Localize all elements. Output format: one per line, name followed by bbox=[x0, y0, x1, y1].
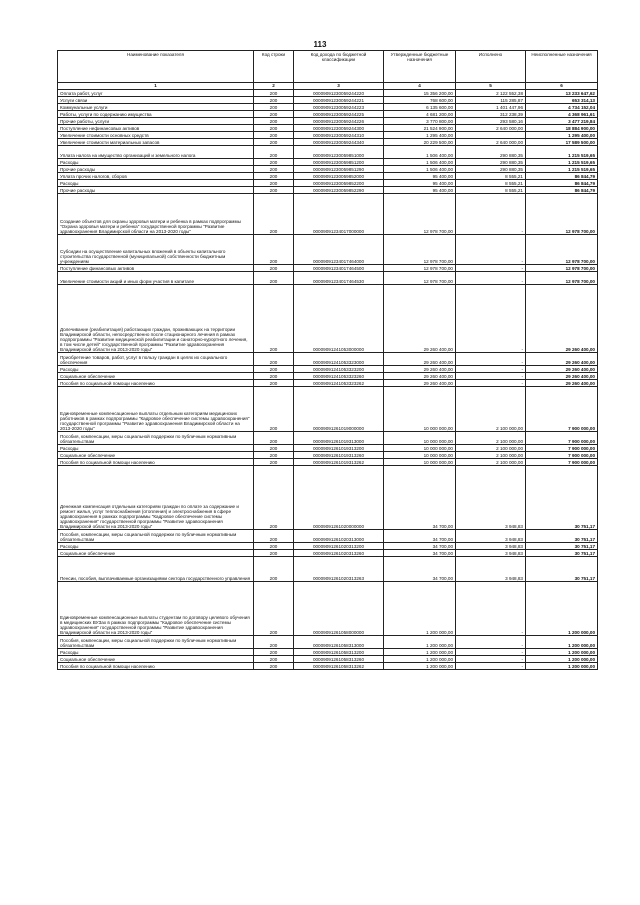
row-executed: 312 238,39 bbox=[456, 111, 526, 118]
row-approved: 15 356 200,00 bbox=[384, 90, 456, 97]
table-row bbox=[58, 432, 598, 445]
row-name: Увеличение стоимости основных средств bbox=[58, 132, 254, 139]
table-row bbox=[58, 265, 598, 272]
row-name: Расходы bbox=[58, 180, 254, 187]
row-name: Расходы bbox=[58, 543, 254, 550]
row-code: 200 bbox=[254, 111, 294, 118]
column-number: 6 bbox=[526, 83, 598, 90]
row-kbk: 00009091230059244226 bbox=[294, 118, 384, 125]
row-approved: 34 700,00 bbox=[384, 530, 456, 543]
row-unexecuted: 1 295 400,00 bbox=[526, 132, 598, 139]
row-code: 200 bbox=[254, 557, 294, 582]
row-approved: 10 000 000,00 bbox=[384, 387, 456, 432]
row-kbk: 00009091230059244225 bbox=[294, 111, 384, 118]
row-approved: 29 260 400,00 bbox=[384, 366, 456, 373]
header-unexecuted: Неисполненные назначения bbox=[526, 51, 598, 83]
row-name: Прочие расходы bbox=[58, 166, 254, 173]
row-unexecuted: 30 751,17 bbox=[526, 530, 598, 543]
column-number: 3 bbox=[294, 83, 384, 90]
row-name: Пенсии, пособия, выплачиваемые организациями сектора государственного управления bbox=[58, 557, 254, 582]
row-name: Приобретение товаров, работ, услуг в пользу граждан в целях их социального обеспечения bbox=[58, 353, 254, 366]
row-name: Прочие расходы bbox=[58, 187, 254, 194]
budget-execution-table bbox=[57, 50, 598, 670]
row-executed: 2 100 000,00 bbox=[456, 445, 526, 452]
row-name: Социальное обеспечение bbox=[58, 452, 254, 459]
row-approved: 1 200 000,00 bbox=[384, 582, 456, 636]
row-unexecuted: 30 751,17 bbox=[526, 557, 598, 582]
row-code: 200 bbox=[254, 380, 294, 387]
row-approved: 12 978 700,00 bbox=[384, 272, 456, 285]
row-unexecuted: 1 215 519,65 bbox=[526, 146, 598, 159]
table-row bbox=[58, 159, 598, 166]
row-unexecuted: 4 734 152,04 bbox=[526, 104, 598, 111]
row-unexecuted: 12 978 700,00 bbox=[526, 272, 598, 285]
row-code: 200 bbox=[254, 90, 294, 97]
row-kbk: 00009091261058313000 bbox=[294, 636, 384, 649]
row-unexecuted: 12 978 700,00 bbox=[526, 194, 598, 235]
row-name: Расходы bbox=[58, 445, 254, 452]
table-row bbox=[58, 459, 598, 466]
row-approved: 1 295 400,00 bbox=[384, 132, 456, 139]
row-code: 200 bbox=[254, 272, 294, 285]
table-row bbox=[58, 194, 598, 235]
table-row bbox=[58, 118, 598, 125]
table-row bbox=[58, 353, 598, 366]
row-approved: 1 200 000,00 bbox=[384, 656, 456, 663]
row-approved: 4 681 200,00 bbox=[384, 111, 456, 118]
row-executed: 290 880,35 bbox=[456, 146, 526, 159]
table-row bbox=[58, 543, 598, 550]
row-code: 200 bbox=[254, 104, 294, 111]
header-kbk: Код дохода по бюджетной классификации bbox=[294, 51, 384, 83]
row-name: Увеличение стоимости материальных запасов bbox=[58, 139, 254, 146]
row-unexecuted: 17 589 500,00 bbox=[526, 139, 598, 146]
row-kbk: 00009091261019313200 bbox=[294, 445, 384, 452]
table-row bbox=[58, 111, 598, 118]
row-unexecuted: 7 900 000,00 bbox=[526, 445, 598, 452]
row-unexecuted: 1 200 000,00 bbox=[526, 636, 598, 649]
table-row bbox=[58, 235, 598, 265]
row-executed: 2 100 000,00 bbox=[456, 459, 526, 466]
table-row bbox=[58, 132, 598, 139]
row-approved: 95 400,00 bbox=[384, 187, 456, 194]
row-unexecuted: 7 900 000,00 bbox=[526, 387, 598, 432]
row-approved: 34 700,00 bbox=[384, 466, 456, 530]
row-code: 200 bbox=[254, 366, 294, 373]
row-kbk: 00009091261020313000 bbox=[294, 530, 384, 543]
table-row bbox=[58, 380, 598, 387]
row-code: 200 bbox=[254, 285, 294, 353]
row-name: Пособия, компенсации, меры социальной поддержки по публичным нормативным обязательствам bbox=[58, 636, 254, 649]
page-number: 113 bbox=[313, 40, 327, 49]
row-executed: - bbox=[456, 285, 526, 353]
row-approved: 29 260 400,00 bbox=[384, 353, 456, 366]
table-row bbox=[58, 466, 598, 530]
row-kbk: 00009091234017464530 bbox=[294, 272, 384, 285]
row-code: 200 bbox=[254, 139, 294, 146]
row-executed: 290 880,35 bbox=[456, 159, 526, 166]
row-executed: - bbox=[456, 649, 526, 656]
row-code: 200 bbox=[254, 649, 294, 656]
row-code: 200 bbox=[254, 582, 294, 636]
row-name: Поступление финансовых активов bbox=[58, 265, 254, 272]
table-row bbox=[58, 557, 598, 582]
row-unexecuted: 3 477 219,84 bbox=[526, 118, 598, 125]
row-executed bbox=[456, 132, 526, 139]
table-row bbox=[58, 373, 598, 380]
row-code: 200 bbox=[254, 132, 294, 139]
table-body bbox=[58, 90, 598, 670]
row-kbk: 00009091230059851000 bbox=[294, 146, 384, 159]
row-code: 200 bbox=[254, 353, 294, 366]
row-name: Услуги связи bbox=[58, 97, 254, 104]
row-kbk: 00009091261019313000 bbox=[294, 432, 384, 445]
row-name: Создание объектов для охраны здоровья матери и ребенка в рамках подпрограммы "Охрана здоровья матери и ребенка" государственной программы "Развитие здравоохранения Владимирской области на 2013-2020 годы" bbox=[58, 194, 254, 235]
table-row bbox=[58, 187, 598, 194]
row-kbk: 00009091230059244223 bbox=[294, 104, 384, 111]
row-name: Пособия, компенсации, меры социальной поддержки по публичным нормативным обязательствам bbox=[58, 530, 254, 543]
row-kbk: 00009091230059852290 bbox=[294, 187, 384, 194]
row-unexecuted: 86 844,79 bbox=[526, 187, 598, 194]
row-approved: 10 000 000,00 bbox=[384, 452, 456, 459]
table-row bbox=[58, 636, 598, 649]
row-executed: - bbox=[456, 194, 526, 235]
row-name: Единовременные компенсационные выплаты студентам по договору целевого обучения в медицинских ВУЗах в рамках подпрограммы "Кадровое обеспечение системы здравоохранения" государственной программы "Развитие здравоохранения Владимирской области на 2013-2020 годы" bbox=[58, 582, 254, 636]
row-unexecuted: 18 884 900,00 bbox=[526, 125, 598, 132]
table-row bbox=[58, 104, 598, 111]
row-unexecuted: 4 368 961,61 bbox=[526, 111, 598, 118]
row-executed: 3 948,83 bbox=[456, 550, 526, 557]
table-row bbox=[58, 530, 598, 543]
row-kbk: 00009091234017464000 bbox=[294, 235, 384, 265]
row-kbk: 00009091261058000000 bbox=[294, 582, 384, 636]
header-executed: Исполнено bbox=[456, 51, 526, 83]
row-name: Расходы bbox=[58, 159, 254, 166]
row-code: 200 bbox=[254, 466, 294, 530]
row-approved: 1 506 400,00 bbox=[384, 166, 456, 173]
row-name: Денежная компенсация отдельным категориям граждан по оплате за содержание и ремонт жилья, услуг теплоснабжения (отопления) и электроснабжения в сфере здравоохранения в рамках подпрограммы "Кадровое обеспечение системы здравоохранения" государственной программы "Развитие здравоохранения Владимирской области на 2013-2020 годы" bbox=[58, 466, 254, 530]
row-code: 200 bbox=[254, 265, 294, 272]
row-kbk: 00009091234017000000 bbox=[294, 194, 384, 235]
row-name: Социальное обеспечение bbox=[58, 373, 254, 380]
row-unexecuted: 12 978 700,00 bbox=[526, 265, 598, 272]
row-unexecuted: 13 233 647,62 bbox=[526, 90, 598, 97]
table-row bbox=[58, 272, 598, 285]
row-executed: 3 948,83 bbox=[456, 543, 526, 550]
row-approved: 95 400,00 bbox=[384, 180, 456, 187]
row-executed: - bbox=[456, 656, 526, 663]
row-name: Увеличение стоимости акций и иных форм участия в капитале bbox=[58, 272, 254, 285]
row-code: 200 bbox=[254, 387, 294, 432]
row-executed: 290 880,35 bbox=[456, 166, 526, 173]
row-executed: - bbox=[456, 636, 526, 649]
row-unexecuted: 653 314,13 bbox=[526, 97, 598, 104]
table-row bbox=[58, 452, 598, 459]
table-row bbox=[58, 180, 598, 187]
row-code: 200 bbox=[254, 663, 294, 670]
row-code: 200 bbox=[254, 373, 294, 380]
row-approved: 3 770 800,00 bbox=[384, 118, 456, 125]
row-name: Уплата налога на имущество организаций и земельного налога bbox=[58, 146, 254, 159]
row-unexecuted: 29 260 400,00 bbox=[526, 366, 598, 373]
row-name: Социальное обеспечение bbox=[58, 550, 254, 557]
row-kbk: 00009091261020000000 bbox=[294, 466, 384, 530]
row-approved: 95 400,00 bbox=[384, 173, 456, 180]
row-approved: 12 978 700,00 bbox=[384, 235, 456, 265]
row-name: Оплата работ, услуг bbox=[58, 90, 254, 97]
header-code: Код строки bbox=[254, 51, 294, 83]
row-kbk: 00009091230059852000 bbox=[294, 173, 384, 180]
table-row bbox=[58, 125, 598, 132]
row-code: 200 bbox=[254, 173, 294, 180]
row-unexecuted: 1 215 519,65 bbox=[526, 159, 598, 166]
row-name: Пособия по социальной помощи населению bbox=[58, 663, 254, 670]
table-row bbox=[58, 90, 598, 97]
row-kbk: 00009091241053323200 bbox=[294, 366, 384, 373]
row-kbk: 00009091241053000000 bbox=[294, 285, 384, 353]
row-kbk: 00009091230059244340 bbox=[294, 139, 384, 146]
row-executed: 2 100 000,00 bbox=[456, 432, 526, 445]
row-kbk: 00009091261058313260 bbox=[294, 656, 384, 663]
row-unexecuted: 7 900 000,00 bbox=[526, 452, 598, 459]
row-approved: 12 978 700,00 bbox=[384, 265, 456, 272]
row-kbk: 00009091234017464500 bbox=[294, 265, 384, 272]
row-code: 200 bbox=[254, 636, 294, 649]
row-approved: 10 000 000,00 bbox=[384, 445, 456, 452]
row-executed: 8 555,21 bbox=[456, 180, 526, 187]
column-number-row bbox=[58, 83, 598, 90]
row-name: Поступление нефинансовых активов bbox=[58, 125, 254, 132]
row-executed: 8 555,21 bbox=[456, 173, 526, 180]
row-executed: 3 948,83 bbox=[456, 530, 526, 543]
row-unexecuted: 7 900 000,00 bbox=[526, 459, 598, 466]
row-executed: 3 948,83 bbox=[456, 557, 526, 582]
row-executed: - bbox=[456, 353, 526, 366]
table-row bbox=[58, 173, 598, 180]
row-approved: 34 700,00 bbox=[384, 557, 456, 582]
row-executed: - bbox=[456, 366, 526, 373]
row-name: Работы, услуги по содержанию имущества bbox=[58, 111, 254, 118]
row-unexecuted: 7 900 000,00 bbox=[526, 432, 598, 445]
row-unexecuted: 1 200 000,00 bbox=[526, 582, 598, 636]
row-code: 200 bbox=[254, 530, 294, 543]
row-kbk: 00009091230059851200 bbox=[294, 159, 384, 166]
row-name: Пособия по социальной помощи населению bbox=[58, 459, 254, 466]
row-name: Коммунальные услуги bbox=[58, 104, 254, 111]
row-kbk: 00009091261020313263 bbox=[294, 557, 384, 582]
row-kbk: 00009091230059244221 bbox=[294, 97, 384, 104]
table-row bbox=[58, 387, 598, 432]
row-approved: 34 700,00 bbox=[384, 550, 456, 557]
row-unexecuted: 1 200 000,00 bbox=[526, 649, 598, 656]
row-kbk: 00009091261020313200 bbox=[294, 543, 384, 550]
row-code: 200 bbox=[254, 194, 294, 235]
row-approved: 1 200 000,00 bbox=[384, 636, 456, 649]
row-code: 200 bbox=[254, 445, 294, 452]
row-approved: 29 260 400,00 bbox=[384, 285, 456, 353]
table-row bbox=[58, 656, 598, 663]
table-row bbox=[58, 139, 598, 146]
row-code: 200 bbox=[254, 656, 294, 663]
row-code: 200 bbox=[254, 125, 294, 132]
row-name: Субсидии на осуществление капитальных вложений в объекты капитального строительства государственной (муниципальной) собственности бюджетным учреждениям bbox=[58, 235, 254, 265]
table-row bbox=[58, 582, 598, 636]
row-approved: 10 000 000,00 bbox=[384, 432, 456, 445]
row-unexecuted: 86 844,79 bbox=[526, 173, 598, 180]
row-kbk: 00009091230059851290 bbox=[294, 166, 384, 173]
row-code: 200 bbox=[254, 550, 294, 557]
row-kbk: 00009091241053323260 bbox=[294, 373, 384, 380]
row-approved: 10 000 000,00 bbox=[384, 459, 456, 466]
header-row bbox=[58, 51, 598, 83]
row-executed: 2 122 552,38 bbox=[456, 90, 526, 97]
row-kbk: 00009091230059244300 bbox=[294, 125, 384, 132]
row-kbk: 00009091230059244310 bbox=[294, 132, 384, 139]
row-approved: 1 506 400,00 bbox=[384, 159, 456, 166]
row-unexecuted: 1 215 519,65 bbox=[526, 166, 598, 173]
row-code: 200 bbox=[254, 97, 294, 104]
column-number: 1 bbox=[58, 83, 254, 90]
column-number: 5 bbox=[456, 83, 526, 90]
row-kbk: 00009091241053323000 bbox=[294, 353, 384, 366]
row-unexecuted: 29 260 400,00 bbox=[526, 285, 598, 353]
row-kbk: 00009091261019000000 bbox=[294, 387, 384, 432]
row-name: Прочие работы, услуги bbox=[58, 118, 254, 125]
row-kbk: 00009091261019313262 bbox=[294, 459, 384, 466]
row-kbk: 00009091261058313262 bbox=[294, 663, 384, 670]
table-row bbox=[58, 366, 598, 373]
row-code: 200 bbox=[254, 159, 294, 166]
row-approved: 20 229 500,00 bbox=[384, 139, 456, 146]
table-row bbox=[58, 166, 598, 173]
row-kbk: 00009091261058313200 bbox=[294, 649, 384, 656]
table-row bbox=[58, 649, 598, 656]
row-unexecuted: 30 751,17 bbox=[526, 550, 598, 557]
row-executed: - bbox=[456, 582, 526, 636]
row-executed: - bbox=[456, 265, 526, 272]
row-executed: 2 640 000,00 bbox=[456, 139, 526, 146]
row-executed: - bbox=[456, 235, 526, 265]
row-code: 200 bbox=[254, 452, 294, 459]
row-approved: 1 200 000,00 bbox=[384, 649, 456, 656]
row-executed: 1 401 447,96 bbox=[456, 104, 526, 111]
header-approved: Утвержденные бюджетные назначения bbox=[384, 51, 456, 83]
row-executed: 2 640 000,00 bbox=[456, 125, 526, 132]
row-executed: 8 555,21 bbox=[456, 187, 526, 194]
table-row bbox=[58, 97, 598, 104]
row-approved: 29 260 400,00 bbox=[384, 373, 456, 380]
row-unexecuted: 29 260 400,00 bbox=[526, 353, 598, 366]
row-name: Уплата прочих налогов, сборов bbox=[58, 173, 254, 180]
row-unexecuted: 30 751,17 bbox=[526, 466, 598, 530]
row-approved: 29 260 400,00 bbox=[384, 380, 456, 387]
row-code: 200 bbox=[254, 543, 294, 550]
row-executed: 3 948,83 bbox=[456, 466, 526, 530]
row-kbk: 00009091230059244220 bbox=[294, 90, 384, 97]
row-unexecuted: 1 200 000,00 bbox=[526, 656, 598, 663]
row-kbk: 00009091230059852200 bbox=[294, 180, 384, 187]
row-code: 200 bbox=[254, 180, 294, 187]
row-executed: 293 580,16 bbox=[456, 118, 526, 125]
row-approved: 34 700,00 bbox=[384, 543, 456, 550]
table-row bbox=[58, 663, 598, 670]
row-kbk: 00009091261019313260 bbox=[294, 452, 384, 459]
row-code: 200 bbox=[254, 166, 294, 173]
row-unexecuted: 86 844,79 bbox=[526, 180, 598, 187]
row-kbk: 00009091241053323262 bbox=[294, 380, 384, 387]
column-number: 2 bbox=[254, 83, 294, 90]
row-approved: 1 506 400,00 bbox=[384, 146, 456, 159]
row-name: Социальное обеспечение bbox=[58, 656, 254, 663]
row-executed: - bbox=[456, 272, 526, 285]
row-code: 200 bbox=[254, 459, 294, 466]
table-row bbox=[58, 445, 598, 452]
row-name: Пособия, компенсации, меры социальной поддержки по публичным нормативным обязательствам bbox=[58, 432, 254, 445]
row-executed: - bbox=[456, 663, 526, 670]
row-code: 200 bbox=[254, 187, 294, 194]
row-code: 200 bbox=[254, 146, 294, 159]
row-code: 200 bbox=[254, 235, 294, 265]
row-approved: 21 524 900,00 bbox=[384, 125, 456, 132]
row-name: Долечивание (реабилитация) работающих граждан, проживающих на территории Владимирской области, непосредственно после стационарного лечения в рамках подпрограммы "Развитие медицинской реабилитации и санаторно-курортного лечения, в том числе детей" государственной программы "Развитие здравоохранения Владимирской области на 2013-2020 годы" bbox=[58, 285, 254, 353]
row-approved: 6 135 600,00 bbox=[384, 104, 456, 111]
table-row bbox=[58, 146, 598, 159]
row-name: Расходы bbox=[58, 649, 254, 656]
row-unexecuted: 30 751,17 bbox=[526, 543, 598, 550]
row-executed: 2 100 000,00 bbox=[456, 387, 526, 432]
row-approved: 768 600,00 bbox=[384, 97, 456, 104]
row-approved: 12 978 700,00 bbox=[384, 194, 456, 235]
row-unexecuted: 12 978 700,00 bbox=[526, 235, 598, 265]
row-name: Единовременные компенсационные выплаты отдельным категориям медицинских работников в рамках подпрограммы "Кадровое обеспечение системы здравоохранения" государственной программы "Развитие здравоохранения Владимирской области на 2013-2020 годы" bbox=[58, 387, 254, 432]
row-kbk: 00009091261020313260 bbox=[294, 550, 384, 557]
table-row bbox=[58, 550, 598, 557]
row-name: Пособия по социальной помощи населению bbox=[58, 380, 254, 387]
row-approved: 1 200 000,00 bbox=[384, 663, 456, 670]
row-unexecuted: 1 200 000,00 bbox=[526, 663, 598, 670]
table-row bbox=[58, 285, 598, 353]
row-unexecuted: 29 260 400,00 bbox=[526, 373, 598, 380]
row-executed: 2 100 000,00 bbox=[456, 452, 526, 459]
row-name: Расходы bbox=[58, 366, 254, 373]
header-name: Наименование показателя bbox=[58, 51, 254, 83]
row-executed: - bbox=[456, 380, 526, 387]
row-code: 200 bbox=[254, 432, 294, 445]
row-executed: 115 285,87 bbox=[456, 97, 526, 104]
row-code: 200 bbox=[254, 118, 294, 125]
row-executed: - bbox=[456, 373, 526, 380]
column-number: 4 bbox=[384, 83, 456, 90]
row-unexecuted: 29 260 400,00 bbox=[526, 380, 598, 387]
